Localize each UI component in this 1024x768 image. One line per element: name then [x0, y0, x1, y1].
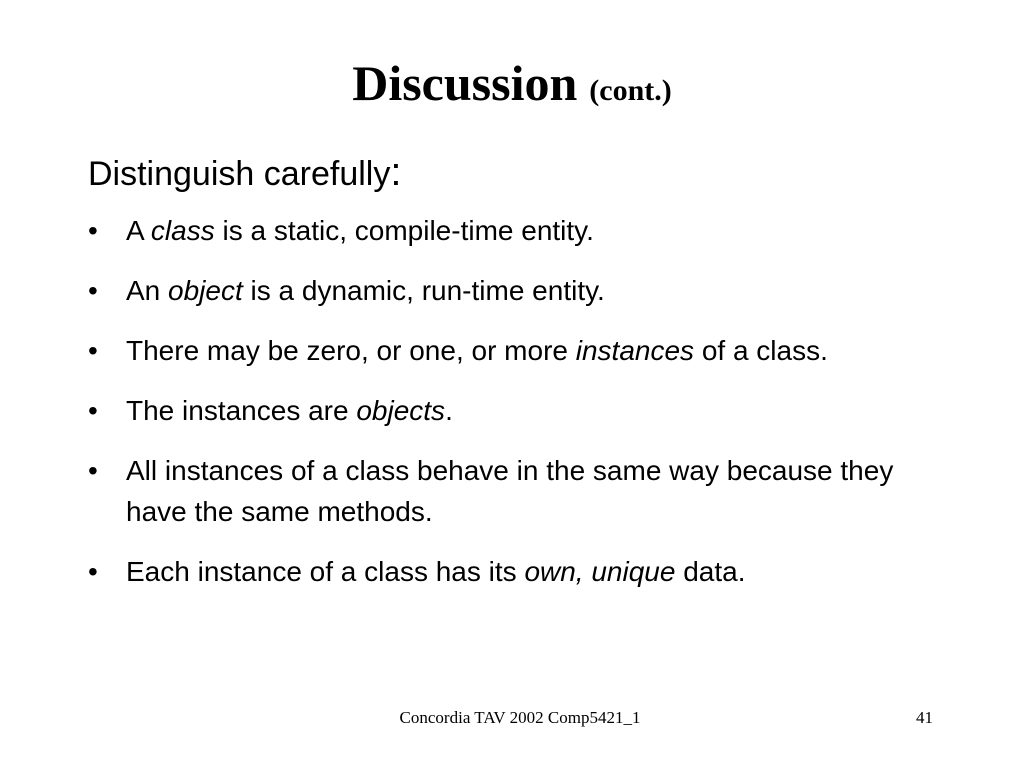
bullet-icon: •	[88, 335, 98, 366]
bullet-icon: •	[88, 556, 98, 587]
bullet-item	[88, 390, 928, 431]
bullet-text-pre: All instances of a class behave in the same way because they have the same methods.	[126, 455, 894, 527]
section-heading-colon: :	[390, 150, 402, 194]
bullet-text-post: data.	[675, 556, 746, 587]
bullet-text-emphasis: instances	[575, 335, 695, 366]
bullet-text-emphasis: class	[150, 215, 215, 246]
bullet-icon: •	[88, 215, 98, 246]
slide-title-main: Discussion	[352, 55, 578, 111]
slide-body	[88, 148, 928, 611]
bullet-icon: •	[88, 275, 98, 306]
bullet-text-post: is a static, compile-time entity.	[214, 215, 594, 246]
bullet-text-pre: An	[126, 275, 169, 306]
bullet-text-emphasis: own, unique	[524, 556, 676, 587]
slide-title	[0, 54, 1024, 112]
bullet-list	[88, 210, 928, 592]
footer-source: Concordia TAV 2002 Comp5421_1	[399, 708, 641, 727]
bullet-text-emphasis: object	[168, 275, 243, 306]
bullet-text-pre: The instances are	[126, 395, 357, 426]
slide-title-suffix: (cont.)	[589, 74, 672, 107]
section-heading	[88, 148, 928, 198]
bullet-text-post: .	[445, 395, 453, 426]
page-number: 41	[916, 708, 933, 727]
bullet-item	[88, 330, 928, 371]
bullet-item	[88, 210, 928, 251]
bullet-item	[88, 270, 928, 311]
bullet-text-pre: Each instance of a class has its	[126, 556, 525, 587]
bullet-icon: •	[88, 455, 98, 486]
bullet-item	[88, 450, 928, 532]
bullet-text-pre: A	[126, 215, 151, 246]
bullet-text-pre: There may be zero, or one, or more	[126, 335, 576, 366]
bullet-text-post: is a dynamic, run-time entity.	[242, 275, 605, 306]
bullet-icon: •	[88, 395, 98, 426]
section-heading-text: Distinguish carefully	[88, 155, 391, 193]
bullet-text-emphasis: objects	[356, 395, 446, 426]
bullet-text-post: of a class.	[694, 335, 828, 366]
bullet-item	[88, 551, 928, 592]
